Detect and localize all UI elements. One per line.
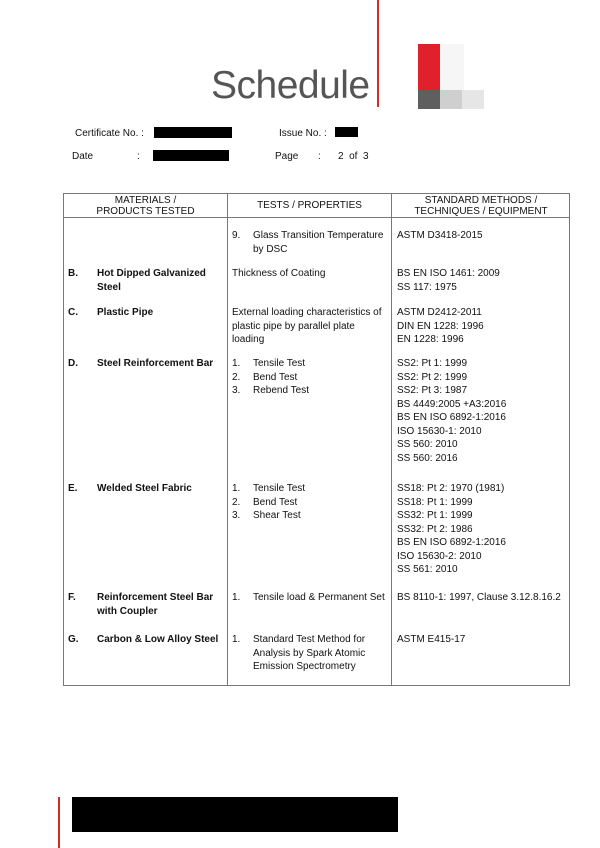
test-text: Standard Test Method for Analysis by Spark Atomic Emission Spectrometry <box>253 634 366 672</box>
test-item <box>232 357 390 371</box>
footer-redacted-block <box>72 797 398 832</box>
standard-item: BS EN ISO 6892-1:2016 <box>397 537 506 548</box>
material-f: Reinforcement Steel Bar with Coupler <box>97 592 214 617</box>
page-title: Schedule <box>211 64 370 107</box>
material-e: Welded Steel Fabric <box>97 483 192 494</box>
footer-accent-line <box>58 797 60 848</box>
standard-item: SS 560: 2010 <box>397 439 458 450</box>
test-text: Shear Test <box>253 510 301 521</box>
standard-item: ASTM D2412-2011 <box>397 307 482 318</box>
header-materials: MATERIALS / PRODUCTS TESTED <box>96 195 195 217</box>
standard-item: BS 4449:2005 +A3:2016 <box>397 398 507 410</box>
column-divider-1 <box>227 193 228 686</box>
row-letter-e: E. <box>68 483 78 494</box>
tests-g <box>232 633 390 674</box>
page-number: 2 of 3 <box>338 151 369 162</box>
standard-item: SS2: Pt 3: 1987 <box>397 385 468 396</box>
row-letter-g: G. <box>68 634 79 645</box>
test-item <box>232 496 390 510</box>
date-colon: : <box>137 151 140 162</box>
test-number: 3. <box>232 510 241 521</box>
standard-item: SS2: Pt 2: 1999 <box>397 371 468 383</box>
standard-item: BS EN ISO 1461: 2009 <box>397 268 500 279</box>
row-letter-f: F. <box>68 592 76 603</box>
test-text: Bend Test <box>253 496 298 508</box>
header-tests: TESTS / PROPERTIES <box>257 200 362 211</box>
standard-item: SS2: Pt 1: 1999 <box>397 358 468 369</box>
logo-dark-gray-block <box>418 90 440 109</box>
test-item <box>232 229 390 256</box>
logo-red-block <box>418 44 440 90</box>
tests-d <box>232 357 390 398</box>
material-d: Steel Reinforcement Bar <box>97 358 214 369</box>
test-item <box>232 384 390 398</box>
standards-g <box>397 633 569 647</box>
standard-item: ASTM D3418-2015 <box>397 230 483 241</box>
standard-item: DIN EN 1228: 1996 <box>397 320 484 332</box>
test-item <box>232 371 390 385</box>
header-accent-line <box>377 0 379 107</box>
logo-light-gray-block <box>462 90 484 109</box>
standard-item: EN 1228: 1996 <box>397 334 464 345</box>
date-label: Date <box>72 151 94 162</box>
column-divider-2 <box>391 193 392 686</box>
table-row <box>232 229 390 256</box>
date-redacted <box>153 150 229 161</box>
standards-f <box>397 591 569 605</box>
standard-item: SS 117: 1975 <box>397 281 457 293</box>
standard-item: BS EN ISO 6892-1:2016 <box>397 412 506 423</box>
test-number: 1. <box>232 634 241 645</box>
row-letter-b: B. <box>68 268 78 279</box>
test-text: Glass Transition Temperature by DSC <box>253 230 384 255</box>
row-letter-c: C. <box>68 307 78 318</box>
test-item <box>232 509 390 523</box>
standard-item: ISO 15630-1: 2010 <box>397 425 482 437</box>
header-standards: STANDARD METHODS / TECHNIQUES / EQUIPMENT <box>414 195 548 217</box>
standards-list <box>397 229 569 243</box>
test-number: 1. <box>232 483 241 494</box>
standard-item: SS 561: 2010 <box>397 564 458 575</box>
tests-e <box>232 482 390 523</box>
standard-item: ASTM E415-17 <box>397 634 466 645</box>
test-number: 2. <box>232 496 241 508</box>
standard-item: SS32: Pt 2: 1986 <box>397 523 473 535</box>
test-number: 1. <box>232 592 241 603</box>
page-label: Page <box>275 151 299 162</box>
standard-item: SS18: Pt 2: 1970 (1981) <box>397 483 505 494</box>
header-divider <box>63 217 570 218</box>
logo-light-block <box>440 44 464 90</box>
test-text: Tensile Test <box>253 483 306 494</box>
test-number: 2. <box>232 371 241 383</box>
test-number: 1. <box>232 358 241 369</box>
standards-e <box>397 482 569 577</box>
certificate-redacted <box>154 127 232 138</box>
test-item <box>232 482 390 496</box>
standard-item: SS18: Pt 1: 1999 <box>397 496 473 508</box>
standards-c <box>397 306 569 347</box>
issue-label: Issue No. : <box>279 128 327 139</box>
standard-item: ISO 15630-2: 2010 <box>397 550 482 562</box>
material-c: Plastic Pipe <box>97 307 154 318</box>
test-text: Tensile load & Permanent Set <box>253 592 385 603</box>
issue-redacted <box>335 127 358 137</box>
row-letter-d: D. <box>68 358 78 369</box>
page-colon: : <box>318 151 321 162</box>
standard-item: BS 8110-1: 1997, Clause 3.12.8.16.2 <box>397 592 561 603</box>
standard-item: SS 560: 2016 <box>397 452 458 464</box>
certificate-label: Certificate No. : <box>75 128 144 139</box>
standards-d <box>397 357 569 465</box>
material-b: Hot Dipped Galvanized Steel <box>97 268 206 293</box>
test-item <box>232 591 390 605</box>
test-number: 9. <box>232 230 241 241</box>
tests-f <box>232 591 390 605</box>
test-b: Thickness of Coating <box>232 268 326 279</box>
logo-gray-block <box>440 90 462 109</box>
test-number: 3. <box>232 385 241 396</box>
test-c: External loading characteristics of plastic pipe by parallel plate loading <box>232 307 382 345</box>
standard-item: SS32: Pt 1: 1999 <box>397 510 473 521</box>
standards-b <box>397 267 569 294</box>
test-text: Rebend Test <box>253 385 309 396</box>
material-g: Carbon & Low Alloy Steel <box>97 634 219 645</box>
test-text: Bend Test <box>253 371 298 383</box>
test-text: Tensile Test <box>253 358 306 369</box>
test-item <box>232 633 390 674</box>
